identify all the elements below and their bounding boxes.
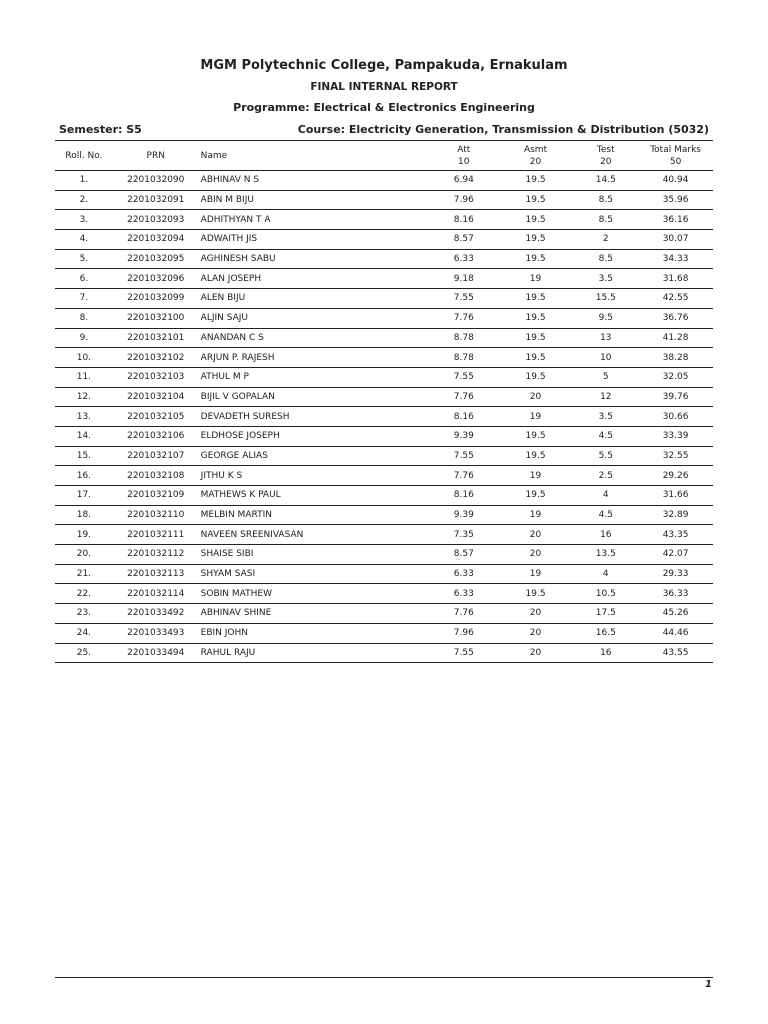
asmt-label: Asmt [523,144,548,155]
cell-roll: 11. [55,367,113,387]
cell-roll: 4. [55,230,113,250]
cell-test: 16 [573,643,638,663]
table-row [55,564,713,584]
cell-asmt: 20 [498,545,574,565]
cell-total: 32.05 [638,367,713,387]
cell-test: 16.5 [573,623,638,643]
cell-total: 36.76 [638,308,713,328]
col-asmt-header [498,141,574,171]
cell-roll: 23. [55,604,113,624]
cell-test: 8.5 [573,210,638,230]
table-row [55,466,713,486]
cell-prn: 2201032110 [113,505,199,525]
cell-total: 35.96 [638,190,713,210]
cell-total: 31.66 [638,486,713,506]
cell-name: ANANDAN C S [199,328,430,348]
cell-test: 4 [573,486,638,506]
cell-prn: 2201032094 [113,230,199,250]
cell-prn: 2201032101 [113,328,199,348]
col-test-header [573,141,638,171]
cell-name: SHAISE SIBI [199,545,430,565]
cell-roll: 1. [55,171,113,191]
cell-name: ATHUL M P [199,367,430,387]
table-row [55,426,713,446]
cell-asmt: 19.5 [498,328,574,348]
cell-asmt: 20 [498,525,574,545]
cell-name: ELDHOSE JOSEPH [199,426,430,446]
cell-name: SOBIN MATHEW [199,584,430,604]
cell-prn: 2201033493 [113,623,199,643]
cell-test: 16 [573,525,638,545]
cell-name: NAVEEN SREENIVASAN [199,525,430,545]
cell-att: 8.57 [430,230,498,250]
cell-att: 7.35 [430,525,498,545]
cell-prn: 2201032103 [113,367,199,387]
cell-att: 6.94 [430,171,498,191]
cell-asmt: 19.5 [498,249,574,269]
cell-asmt: 19 [498,269,574,289]
cell-asmt: 19.5 [498,584,574,604]
report-title: FINAL INTERNAL REPORT [310,81,458,93]
cell-roll: 20. [55,545,113,565]
cell-test: 2 [573,230,638,250]
cell-att: 7.55 [430,289,498,309]
cell-test: 5 [573,367,638,387]
table-row [55,348,713,368]
col-prn-header: PRN [113,141,199,171]
test-label: Test [596,144,615,155]
cell-name: GEORGE ALIAS [199,446,430,466]
table-row [55,446,713,466]
cell-roll: 10. [55,348,113,368]
cell-att: 7.55 [430,643,498,663]
cell-test: 5.5 [573,446,638,466]
cell-prn: 2201032102 [113,348,199,368]
cell-prn: 2201032095 [113,249,199,269]
cell-asmt: 19.5 [498,190,574,210]
cell-asmt: 19 [498,466,574,486]
cell-name: ARJUN P. RAJESH [199,348,430,368]
table-body [55,171,713,663]
cell-att: 7.96 [430,190,498,210]
cell-asmt: 19 [498,564,574,584]
cell-prn: 2201032091 [113,190,199,210]
cell-att: 7.96 [430,623,498,643]
total-max: 50 [669,156,682,167]
table-row [55,328,713,348]
cell-prn: 2201032114 [113,584,199,604]
cell-roll: 15. [55,446,113,466]
att-max: 10 [458,156,470,167]
cell-prn: 2201032090 [113,171,199,191]
table-row [55,210,713,230]
cell-total: 30.66 [638,407,713,427]
att-label: Att [457,144,471,155]
cell-att: 9.39 [430,426,498,446]
cell-total: 36.33 [638,584,713,604]
cell-asmt: 19.5 [498,230,574,250]
col-att-header [430,141,498,171]
cell-name: RAHUL RAJU [199,643,430,663]
cell-att: 9.39 [430,505,498,525]
col-name-header: Name [199,141,430,171]
cell-roll: 14. [55,426,113,446]
cell-prn: 2201032093 [113,210,199,230]
cell-total: 29.33 [638,564,713,584]
cell-total: 29.26 [638,466,713,486]
cell-att: 8.16 [430,210,498,230]
marks-table [55,140,713,663]
cell-asmt: 20 [498,623,574,643]
cell-total: 36.16 [638,210,713,230]
cell-total: 33.39 [638,426,713,446]
table-row [55,230,713,250]
cell-name: ADWAITH JIS [199,230,430,250]
cell-total: 40.94 [638,171,713,191]
cell-att: 7.76 [430,604,498,624]
table-row [55,584,713,604]
cell-prn: 2201032109 [113,486,199,506]
cell-att: 8.16 [430,407,498,427]
cell-att: 9.18 [430,269,498,289]
cell-asmt: 19.5 [498,367,574,387]
cell-asmt: 20 [498,387,574,407]
cell-asmt: 19 [498,407,574,427]
col-roll-header: Roll. No. [55,141,113,171]
cell-name: ALAN JOSEPH [199,269,430,289]
cell-total: 42.07 [638,545,713,565]
cell-prn: 2201032108 [113,466,199,486]
cell-name: EBIN JOHN [199,623,430,643]
cell-total: 39.76 [638,387,713,407]
cell-total: 43.55 [638,643,713,663]
cell-name: ABHINAV SHINE [199,604,430,624]
total-label: Total Marks [650,144,701,155]
cell-roll: 13. [55,407,113,427]
cell-roll: 25. [55,643,113,663]
cell-roll: 21. [55,564,113,584]
cell-att: 6.33 [430,564,498,584]
cell-test: 10 [573,348,638,368]
cell-total: 45.26 [638,604,713,624]
cell-test: 4.5 [573,426,638,446]
cell-prn: 2201032099 [113,289,199,309]
table-row [55,171,713,191]
cell-asmt: 19.5 [498,171,574,191]
table-row [55,308,713,328]
table-row [55,525,713,545]
cell-att: 7.76 [430,387,498,407]
cell-att: 8.57 [430,545,498,565]
cell-prn: 2201032111 [113,525,199,545]
course-label: Course: Electricity Generation, Transmission & Distribution (5032) [297,123,709,136]
cell-asmt: 20 [498,604,574,624]
cell-total: 42.55 [638,289,713,309]
cell-prn: 2201033492 [113,604,199,624]
cell-name: MATHEWS K PAUL [199,486,430,506]
cell-prn: 2201032100 [113,308,199,328]
cell-name: MELBIN MARTIN [199,505,430,525]
cell-total: 44.46 [638,623,713,643]
asmt-max: 20 [529,156,542,167]
cell-test: 3.5 [573,269,638,289]
cell-name: ALJIN SAJU [199,308,430,328]
cell-name: ABIN M BIJU [199,190,430,210]
cell-roll: 12. [55,387,113,407]
cell-att: 7.55 [430,446,498,466]
cell-asmt: 19.5 [498,446,574,466]
cell-asmt: 19 [498,505,574,525]
cell-asmt: 19.5 [498,348,574,368]
cell-att: 8.78 [430,348,498,368]
cell-asmt: 19.5 [498,426,574,446]
cell-test: 8.5 [573,249,638,269]
cell-roll: 18. [55,505,113,525]
cell-name: ADHITHYAN T A [199,210,430,230]
table-row [55,505,713,525]
cell-asmt: 19.5 [498,308,574,328]
cell-test: 15.5 [573,289,638,309]
cell-prn: 2201032112 [113,545,199,565]
cell-roll: 2. [55,190,113,210]
cell-prn: 2201032107 [113,446,199,466]
cell-roll: 6. [55,269,113,289]
cell-test: 3.5 [573,407,638,427]
cell-roll: 9. [55,328,113,348]
cell-name: ALEN BIJU [199,289,430,309]
cell-asmt: 19.5 [498,486,574,506]
footer-divider [55,977,713,978]
cell-att: 8.78 [430,328,498,348]
table-row [55,643,713,663]
cell-roll: 17. [55,486,113,506]
cell-test: 8.5 [573,190,638,210]
cell-att: 8.16 [430,486,498,506]
cell-test: 12 [573,387,638,407]
cell-asmt: 19.5 [498,210,574,230]
programme-label: Programme: Electrical & Electronics Engineering [233,101,535,114]
cell-test: 2.5 [573,466,638,486]
cell-test: 10.5 [573,584,638,604]
cell-name: AGHINESH SABU [199,249,430,269]
cell-test: 13.5 [573,545,638,565]
table-header-row [55,141,713,171]
cell-total: 32.55 [638,446,713,466]
table-row [55,367,713,387]
cell-att: 7.55 [430,367,498,387]
cell-roll: 7. [55,289,113,309]
cell-name: SHYAM SASI [199,564,430,584]
cell-prn: 2201032096 [113,269,199,289]
table-row [55,190,713,210]
cell-test: 13 [573,328,638,348]
cell-roll: 19. [55,525,113,545]
cell-total: 34.33 [638,249,713,269]
cell-test: 4 [573,564,638,584]
cell-att: 6.33 [430,584,498,604]
cell-prn: 2201033494 [113,643,199,663]
cell-roll: 3. [55,210,113,230]
table-row [55,407,713,427]
cell-prn: 2201032104 [113,387,199,407]
cell-name: DEVADETH SURESH [199,407,430,427]
semester-label: Semester: S5 [59,123,142,136]
cell-att: 6.33 [430,249,498,269]
cell-total: 32.89 [638,505,713,525]
test-max: 20 [600,156,612,167]
table-row [55,387,713,407]
cell-name: ABHINAV N S [199,171,430,191]
table-row [55,604,713,624]
cell-roll: 24. [55,623,113,643]
cell-name: BIJIL V GOPALAN [199,387,430,407]
table-row [55,486,713,506]
cell-name: JITHU K S [199,466,430,486]
cell-att: 7.76 [430,308,498,328]
cell-total: 43.35 [638,525,713,545]
cell-asmt: 20 [498,643,574,663]
cell-att: 7.76 [430,466,498,486]
college-name: MGM Polytechnic College, Pampakuda, Ernakulam [200,58,568,73]
cell-roll: 22. [55,584,113,604]
cell-total: 30.07 [638,230,713,250]
table-row [55,289,713,309]
cell-total: 41.28 [638,328,713,348]
cell-test: 4.5 [573,505,638,525]
table-row [55,545,713,565]
cell-prn: 2201032105 [113,407,199,427]
table-row [55,249,713,269]
cell-test: 9.5 [573,308,638,328]
cell-prn: 2201032113 [113,564,199,584]
cell-roll: 5. [55,249,113,269]
cell-roll: 8. [55,308,113,328]
col-total-header [638,141,713,171]
cell-prn: 2201032106 [113,426,199,446]
table-row [55,623,713,643]
cell-test: 14.5 [573,171,638,191]
cell-total: 38.28 [638,348,713,368]
cell-roll: 16. [55,466,113,486]
cell-total: 31.68 [638,269,713,289]
cell-test: 17.5 [573,604,638,624]
cell-asmt: 19.5 [498,289,574,309]
page-number: 1 [705,979,712,990]
table-row [55,269,713,289]
